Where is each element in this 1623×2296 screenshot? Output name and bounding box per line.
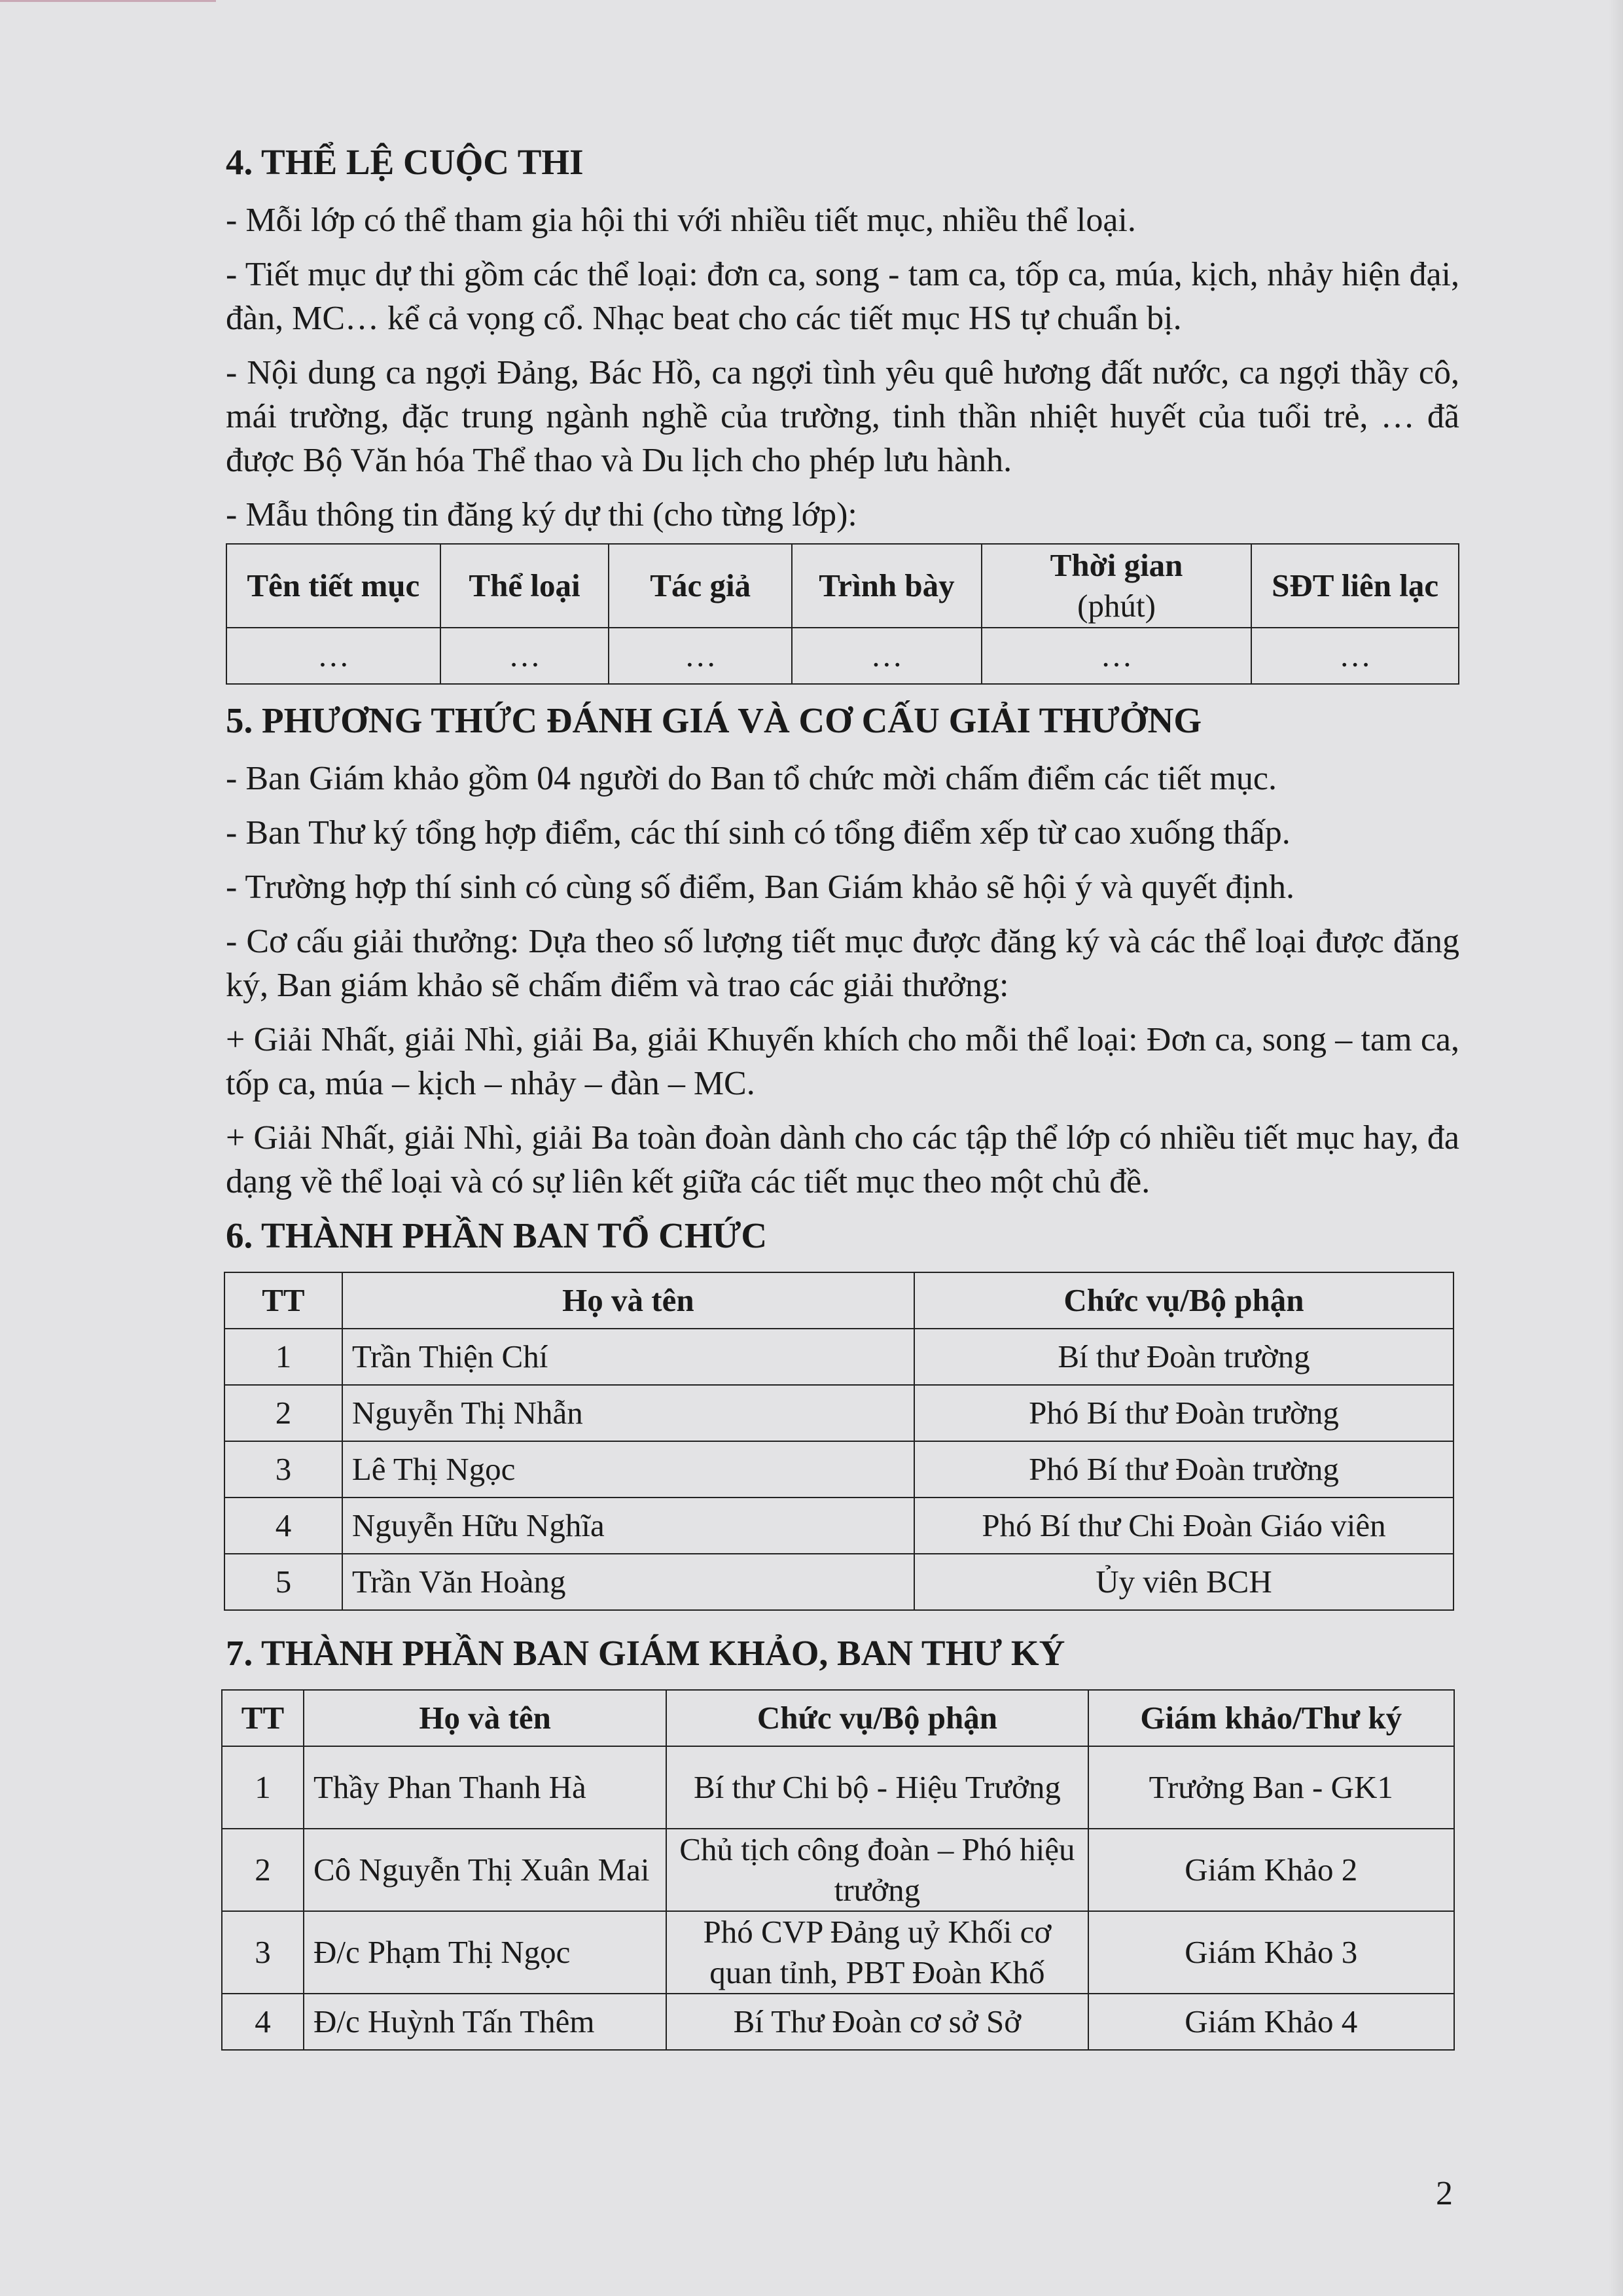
column-header-label: Thời gian bbox=[1050, 547, 1183, 583]
table-cell: … bbox=[792, 628, 982, 684]
table-cell: Trưởng Ban - GK1 bbox=[1088, 1746, 1454, 1829]
column-header: Họ và tên bbox=[342, 1272, 914, 1329]
table-cell: Giám Khảo 3 bbox=[1088, 1911, 1454, 1994]
table-cell: Phó Bí thư Chi Đoàn Giáo viên bbox=[914, 1498, 1454, 1554]
column-header-unit: (phút) bbox=[1077, 588, 1156, 624]
section-4-heading: 4. THỂ LỆ CUỘC THI bbox=[226, 142, 584, 182]
table-cell: Chủ tịch công đoàn – Phó hiệu trưởng bbox=[666, 1829, 1088, 1911]
document-page bbox=[226, 141, 1459, 2051]
table-cell: Trần Thiện Chí bbox=[342, 1329, 914, 1385]
table-header-row bbox=[222, 1690, 1454, 1746]
table-cell: Bí thư Đoàn trường bbox=[914, 1329, 1454, 1385]
table-cell: Giám Khảo 2 bbox=[1088, 1829, 1454, 1911]
table-cell: 4 bbox=[222, 1994, 304, 2050]
table-cell: 1 bbox=[222, 1746, 304, 1829]
column-header: Tên tiết mục bbox=[226, 544, 440, 628]
column-header: Chức vụ/Bộ phận bbox=[666, 1690, 1088, 1746]
paragraph: - Nội dung ca ngợi Đảng, Bác Hồ, ca ngợi tình yêu quê hương đất nước, ca ngợi thầy cô, mái trường, đặc trung ngành nghề của trường, tinh thần nhiệt huyết của tuổi trẻ, … đã được Bộ Văn hóa Thể thao và Du lịch cho phép lưu hành. bbox=[226, 354, 1459, 479]
paragraph: - Ban Giám khảo gồm 04 người do Ban tổ chức mời chấm điểm các tiết mục. bbox=[226, 760, 1277, 797]
table-cell: Trần Văn Hoàng bbox=[342, 1554, 914, 1610]
table-cell: 5 bbox=[224, 1554, 342, 1610]
table-cell: … bbox=[982, 628, 1252, 684]
section-7-heading: 7. THÀNH PHẦN BAN GIÁM KHẢO, BAN THƯ KÝ bbox=[226, 1633, 1065, 1673]
column-header: SĐT liên lạc bbox=[1251, 544, 1459, 628]
table-cell: Bí thư Chi bộ - Hiệu Trưởng bbox=[666, 1746, 1088, 1829]
table-row bbox=[222, 1829, 1454, 1911]
table-cell: 4 bbox=[224, 1498, 342, 1554]
table-cell: Bí Thư Đoàn cơ sở Sở bbox=[666, 1994, 1088, 2050]
table-cell: 2 bbox=[224, 1385, 342, 1441]
paragraph: - Cơ cấu giải thưởng: Dựa theo số lượng tiết mục được đăng ký và các thể loại được đăng ký, Ban giám khảo sẽ chấm điểm và trao các giải thưởng: bbox=[226, 923, 1459, 1004]
table-row bbox=[226, 628, 1459, 684]
jury-table bbox=[221, 1689, 1455, 2051]
column-header: Trình bày bbox=[792, 544, 982, 628]
paragraph: + Giải Nhất, giải Nhì, giải Ba toàn đoàn dành cho các tập thể lớp có nhiều tiết mục hay, đa dạng về thể loại và có sự liên kết giữa các tiết mục theo một chủ đề. bbox=[226, 1119, 1459, 1200]
paragraph: - Mẫu thông tin đăng ký dự thi (cho từng lớp): bbox=[226, 496, 857, 533]
table-row bbox=[222, 1994, 1454, 2050]
table-cell: Đ/c Phạm Thị Ngọc bbox=[304, 1911, 666, 1994]
table-cell: Ủy viên BCH bbox=[914, 1554, 1454, 1610]
table-cell: 3 bbox=[222, 1911, 304, 1994]
scan-artifact-line bbox=[0, 0, 216, 2]
table-cell: … bbox=[226, 628, 440, 684]
table-row bbox=[224, 1329, 1454, 1385]
table-cell: Nguyễn Thị Nhẫn bbox=[342, 1385, 914, 1441]
column-header: TT bbox=[222, 1690, 304, 1746]
table-cell: Cô Nguyễn Thị Xuân Mai bbox=[304, 1829, 666, 1911]
column-header: Giám khảo/Thư ký bbox=[1088, 1690, 1454, 1746]
scan-artifact-edge bbox=[1609, 0, 1623, 2296]
table-cell: Phó Bí thư Đoàn trường bbox=[914, 1441, 1454, 1498]
column-header: Họ và tên bbox=[304, 1690, 666, 1746]
column-header: Tác giả bbox=[609, 544, 792, 628]
paragraph: - Tiết mục dự thi gồm các thể loại: đơn ca, song - tam ca, tốp ca, múa, kịch, nhảy hiện đại, đàn, MC… kể cả vọng cổ. Nhạc beat cho các tiết mục HS tự chuẩn bị. bbox=[226, 256, 1459, 337]
paragraph: - Ban Thư ký tổng hợp điểm, các thí sinh có tổng điểm xếp từ cao xuống thấp. bbox=[226, 814, 1291, 852]
column-header: Chức vụ/Bộ phận bbox=[914, 1272, 1454, 1329]
table-cell: 3 bbox=[224, 1441, 342, 1498]
paragraph: - Mỗi lớp có thể tham gia hội thi với nhiều tiết mục, nhiều thể loại. bbox=[226, 202, 1136, 239]
table-cell: Phó CVP Đảng uỷ Khối cơ quan tỉnh, PBT Đoàn Khố bbox=[666, 1911, 1088, 1994]
table-cell: Đ/c Huỳnh Tấn Thêm bbox=[304, 1994, 666, 2050]
table-cell: 1 bbox=[224, 1329, 342, 1385]
section-6-heading: 6. THÀNH PHẦN BAN TỔ CHỨC bbox=[226, 1215, 768, 1255]
column-header bbox=[982, 544, 1252, 628]
table-cell: … bbox=[609, 628, 792, 684]
table-row bbox=[224, 1385, 1454, 1441]
table-cell: Nguyễn Hữu Nghĩa bbox=[342, 1498, 914, 1554]
page-number: 2 bbox=[1436, 2175, 1453, 2212]
registration-form-table bbox=[226, 543, 1459, 685]
table-cell: … bbox=[1251, 628, 1459, 684]
table-cell: Phó Bí thư Đoàn trường bbox=[914, 1385, 1454, 1441]
organizing-committee-table bbox=[224, 1272, 1454, 1611]
paragraph: - Trường hợp thí sinh có cùng số điểm, Ban Giám khảo sẽ hội ý và quyết định. bbox=[226, 869, 1294, 906]
table-header-row bbox=[224, 1272, 1454, 1329]
table-cell: Lê Thị Ngọc bbox=[342, 1441, 914, 1498]
table-row bbox=[224, 1498, 1454, 1554]
table-cell: … bbox=[440, 628, 609, 684]
table-row bbox=[222, 1746, 1454, 1829]
column-header: Thể loại bbox=[440, 544, 609, 628]
paragraph: + Giải Nhất, giải Nhì, giải Ba, giải Khuyến khích cho mỗi thể loại: Đơn ca, song – tam ca, tốp ca, múa – kịch – nhảy – đàn – MC. bbox=[226, 1021, 1459, 1102]
table-row bbox=[222, 1911, 1454, 1994]
section-5-heading: 5. PHƯƠNG THỨC ĐÁNH GIÁ VÀ CƠ CẤU GIẢI THƯỞNG bbox=[226, 700, 1202, 740]
table-row bbox=[224, 1441, 1454, 1498]
table-cell: Thầy Phan Thanh Hà bbox=[304, 1746, 666, 1829]
table-header-row bbox=[226, 544, 1459, 628]
table-row bbox=[224, 1554, 1454, 1610]
table-cell: Giám Khảo 4 bbox=[1088, 1994, 1454, 2050]
table-cell: 2 bbox=[222, 1829, 304, 1911]
column-header: TT bbox=[224, 1272, 342, 1329]
